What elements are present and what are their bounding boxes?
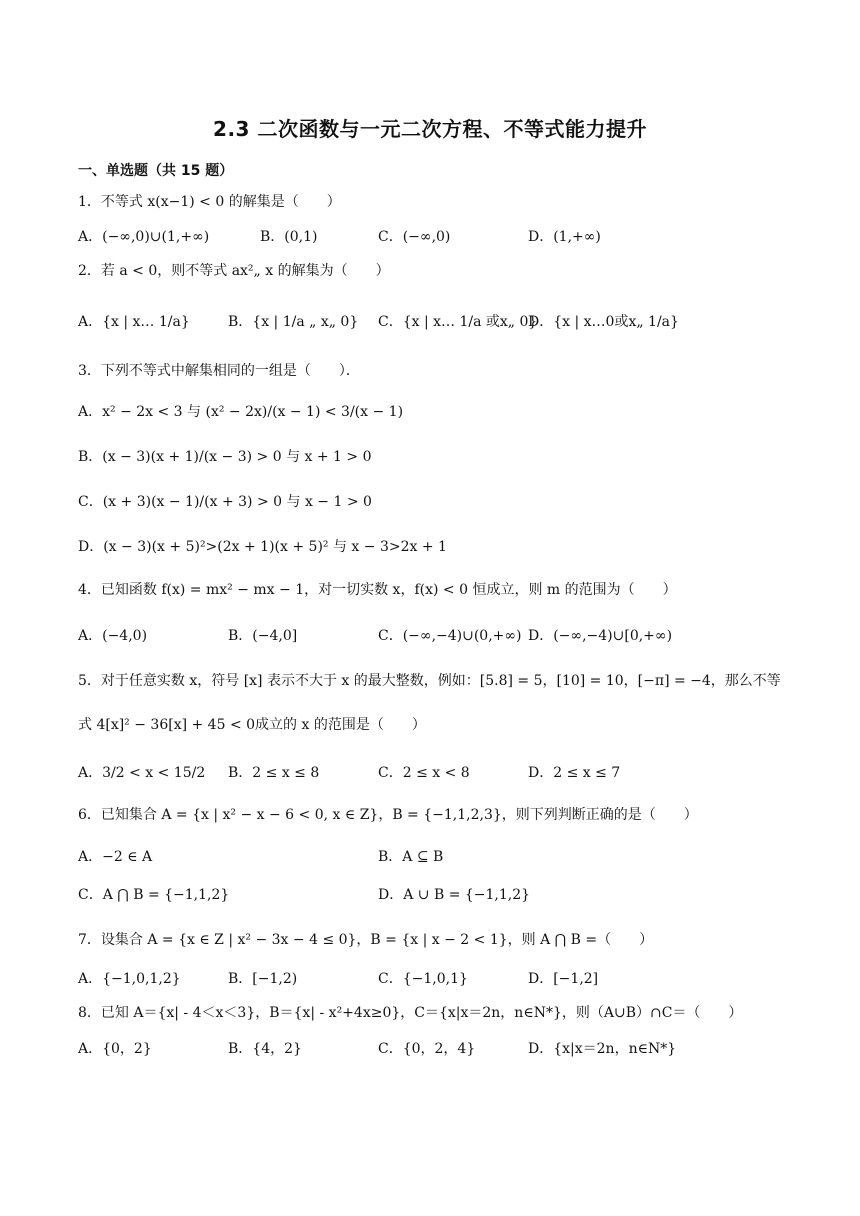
q5-option-d: D．2 ≤ x ≤ 7 <box>528 765 621 781</box>
question-5-stem: 5．对于任意实数 x，符号 [x] 表示不大于 x 的最大整数，例如：[5.8] = 5，[10] = 10，[−π] = −4，那么不等 <box>78 673 781 689</box>
q3-option-d: D．(x − 3)(x + 5)²>(2x + 1)(x + 5)² 与 x − 3>2x + 1 <box>78 539 447 555</box>
question-2-stem: 2．若 a < 0，则不等式 ax²„ x 的解集为（ ） <box>78 263 390 279</box>
q5-option-c: C．2 ≤ x < 8 <box>378 765 470 781</box>
question-7-stem: 7．设集合 A = {x ∈ Z | x² − 3x − 4 ≤ 0}，B = {x | x − 2 < 1}，则 A ⋂ B =（ ） <box>78 932 654 948</box>
q4-option-b: B．(−4,0] <box>228 628 298 644</box>
q5-option-b: B．2 ≤ x ≤ 8 <box>228 765 320 781</box>
q1-option-d: D．(1,+∞) <box>528 229 601 245</box>
q7-option-a: A．{−1,0,1,2} <box>78 971 181 987</box>
q8-option-b: B．{4，2} <box>228 1041 302 1057</box>
section-heading: 一、单选题（共 15 题） <box>78 163 234 179</box>
q2-option-a: A．{x | x… 1/a} <box>78 314 190 330</box>
question-4-stem: 4．已知函数 f(x) = mx² − mx − 1，对一切实数 x，f(x) < 0 恒成立，则 m 的范围为（ ） <box>78 582 677 598</box>
q5-option-a: A．3/2 < x < 15/2 <box>78 765 206 781</box>
question-1-stem: 1．不等式 x(x−1) < 0 的解集是（ ） <box>78 194 341 210</box>
q8-option-a: A．{0，2} <box>78 1041 152 1057</box>
q2-option-b: B．{x | 1/a „ x„ 0} <box>228 314 359 330</box>
q8-option-c: C．{0，2，4} <box>378 1041 476 1057</box>
question-8-stem: 8．已知 A＝{x| - 4＜x＜3}，B＝{x| - x²+4x≥0}，C＝{x|x＝2n，n∈N*}，则（A∪B）∩C＝（ ） <box>78 1005 743 1021</box>
q4-option-c: C．(−∞,−4)∪(0,+∞) <box>378 628 522 644</box>
q3-option-a: A．x² − 2x < 3 与 (x² − 2x)/(x − 1) < 3/(x − 1) <box>78 404 404 420</box>
question-3-stem: 3．下列不等式中解集相同的一组是（ ）． <box>78 363 360 379</box>
question-5-stem-continued: 式 4[x]² − 36[x] + 45 < 0成立的 x 的范围是（ ） <box>78 717 426 733</box>
q6-option-d: D．A ∪ B = {−1,1,2} <box>378 887 531 903</box>
q1-option-c: C．(−∞,0) <box>378 229 451 245</box>
q6-option-a: A．−2 ∈ A <box>78 849 153 865</box>
q7-option-b: B．[−1,2) <box>228 971 298 987</box>
q1-option-a: A．(−∞,0)∪(1,+∞) <box>78 229 210 245</box>
q2-option-c: C．{x | x… 1/a 或x„ 0} <box>378 314 538 330</box>
question-6-stem: 6．已知集合 A = {x | x² − x − 6 < 0, x ∈ Z}，B = {−1,1,2,3}，则下列判断正确的是（ ） <box>78 807 698 823</box>
q2-option-d: D．{x | x…0或x„ 1/a} <box>528 314 679 330</box>
q8-option-d: D．{x|x＝2n，n∈N*} <box>528 1041 677 1057</box>
q1-option-b: B．(0,1) <box>260 229 318 245</box>
q6-option-b: B．A ⊆ B <box>378 849 444 865</box>
q3-option-c: C．(x + 3)(x − 1)/(x + 3) > 0 与 x − 1 > 0 <box>78 494 372 510</box>
q6-option-c: C．A ⋂ B = {−1,1,2} <box>78 887 230 903</box>
page-title: 2.3 二次函数与一元二次方程、不等式能力提升 <box>213 117 647 141</box>
q4-option-a: A．(−4,0) <box>78 628 148 644</box>
q3-option-b: B．(x − 3)(x + 1)/(x − 3) > 0 与 x + 1 > 0 <box>78 449 372 465</box>
q4-option-d: D．(−∞,−4)∪[0,+∞) <box>528 628 673 644</box>
q7-option-d: D．[−1,2] <box>528 971 599 987</box>
q7-option-c: C．{−1,0,1} <box>378 971 468 987</box>
